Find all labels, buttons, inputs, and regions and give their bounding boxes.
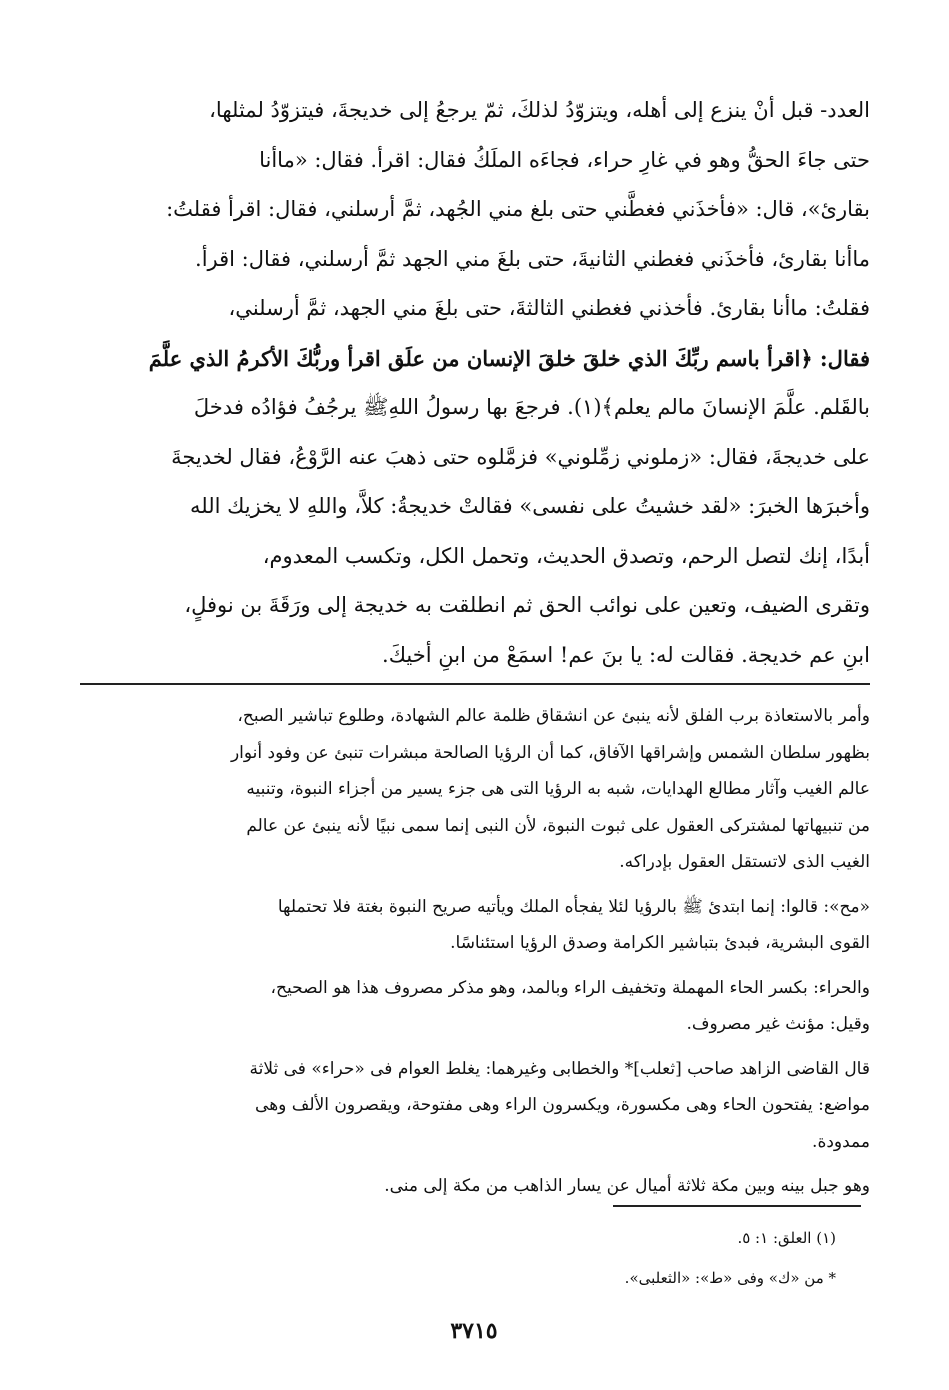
main-text-line: فقلتُ: ماأنا بقارئ. فأخذني فغطني الثالثةَ، حتى بلغَ مني الجهد، ثمَّ أرسلني، <box>228 296 870 320</box>
main-text-line: أبدًا، إنك لتصل الرحم، وتصدق الحديث، وتحمل الكل، وتكسب المعدوم، <box>262 543 870 568</box>
commentary-line: الغيب الذى لاتستقل العقول بإدراكه. <box>619 852 870 872</box>
commentary-line: «مح»: قالوا: إنما ابتدئ ﷺ بالرؤيا لئلا يفجأه الملك ويأتيه صريح النبوة بغتة فلا تحتملها <box>277 896 870 917</box>
main-text-line: حتى جاءَ الحقُّ وهو في غارِ حراء، فجاءَه الملَكُ فقال: اقرأ. فقال: «ماأنا <box>259 147 870 172</box>
commentary-line: عالم الغيب وآثار مطالع الهدايات، شبه به الرؤيا التى هى جزء يسير من أجزاء النبوة، وتنبيه <box>246 779 870 799</box>
commentary-paragraph <box>80 970 870 1043</box>
page-number: ٣٧١٥ <box>450 1318 498 1344</box>
commentary-line: وأمر بالاستعاذة برب الفلق لأنه ينبئ عن انشقاق ظلمة عالم الشهادة، وطلوع تباشير الصبح، <box>237 706 870 726</box>
commentary-line: بظهور سلطان الشمس وإشراقها الآفاق، كما أن الرؤيا الصالحة مبشرات تنبئ عن وفود أنوار <box>230 742 870 763</box>
commentary-line: من تنبيهاتها لمشتركى العقول على ثبوت النبوة، لأن النبى إنما سمى نبيًا لأنه ينبئ عن عالم <box>246 815 870 836</box>
commentary-paragraph <box>80 1051 870 1161</box>
main-text-line: وتقرى الضيف، وتعين على نوائب الحق ثم انطلقت به خديجة إلى ورَقَةَ بن نوفلٍ، <box>184 593 870 617</box>
commentary-line: وقيل: مؤنث غير مصروف. <box>686 1014 870 1034</box>
main-text-line: على خديجةَ، فقال: «زملوني زمِّلوني» فزمَّلوه حتى ذهبَ عنه الرَّوْعُ، فقال لخديجةَ <box>171 444 870 469</box>
main-text-line: وأخبرَها الخبرَ: «لقد خشيتُ على نفسى» فقالتْ خديجةُ: كلاَّ، واللهِ لا يخزيك الله <box>189 494 870 518</box>
commentary-line: قال القاضى الزاهد صاحب [ثعلب]* والخطابى وغيرهما: يغلط العوام فى «حراء» فى ثلاثة <box>249 1058 870 1079</box>
commentary-paragraph <box>80 889 870 962</box>
footnote: * من «ك» وفى «ط»: «الثعلبى». <box>624 1269 836 1287</box>
main-text-line: بقارئ»، قال: «فأخذَني فغطَّني حتى بلغ مني الجُهد، ثمَّ أرسلني، فقال: اقرأ فقلتُ: <box>166 197 870 221</box>
commentary-block <box>80 698 870 1213</box>
commentary-paragraph <box>80 698 870 881</box>
commentary-paragraph <box>80 1168 870 1205</box>
quran-verse-line: فقال: ﴿اقرأ باسم ربِّكَ الذي خلقَ خلقَ الإنسان من علَق اقرأ وربُّكَ الأكرمُ الذي علَّمَ <box>148 345 870 371</box>
footnote: (١) العلق: ١: ٥. <box>737 1229 836 1247</box>
footnotes-block <box>80 1218 836 1298</box>
commentary-line: وهو جبل بينه وبين مكة ثلاثة أميال عن يسار الذاهب من مكة إلى منى. <box>384 1176 870 1196</box>
main-text-line: ماأنا بقارئ، فأخذَني فغطني الثانيةَ، حتى بلغَ مني الجهد ثمَّ أرسلني، فقال: اقرأ. <box>195 246 870 271</box>
commentary-line: ممدودة. <box>812 1131 870 1152</box>
section-divider <box>80 683 870 685</box>
quran-verse-line: بالقَلم. علَّمَ الإنسانَ مالم يعلم﴾(١). فرجعَ بها رسولُ اللهِﷺ يرجُفُ فؤادُه فدخلَ <box>193 395 870 419</box>
main-text-line: ابنِ عم خديجة. فقالت له: يا بنَ عم! اسمَعْ من ابنِ أخيكَ. <box>382 642 870 667</box>
commentary-line: القوى البشرية، فبدئ بتباشير الكرامة وصدق الرؤيا استئناسًا. <box>450 933 870 953</box>
footnote-divider <box>613 1205 861 1207</box>
main-text-line: العدد- قبل أنْ ينزع إلى أهله، ويتزوّدُ لذلكَ، ثمّ يرجعُ إلى خديجةَ، فيتزوّدُ لمثلها، <box>209 98 870 122</box>
commentary-line: والحراء: بكسر الحاء المهملة وتخفيف الراء وبالمد، وهو مذكر مصروف هذا هو الصحيح، <box>270 977 870 998</box>
main-text-block <box>80 86 870 680</box>
commentary-line: مواضع: يفتحون الحاء وهى مكسورة، ويكسرون الراء وهى مفتوحة، ويقصرون الألف وهى <box>255 1095 870 1115</box>
